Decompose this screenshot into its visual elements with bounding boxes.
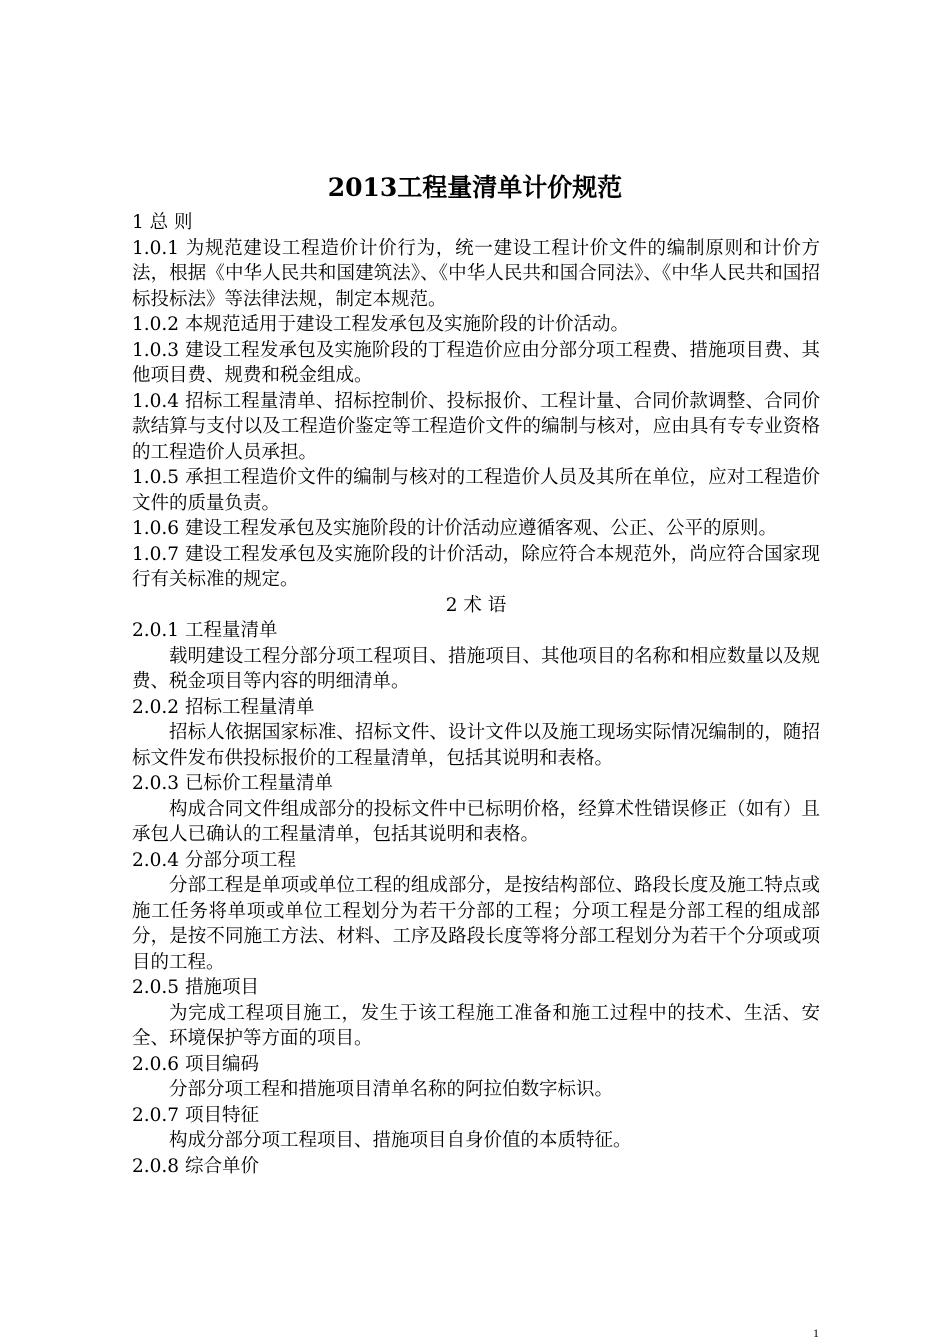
term-heading: 2.0.6 项目编码 <box>132 1053 259 1075</box>
term-heading: 2.0.4 分部分项工程 <box>132 849 296 871</box>
term-heading: 2.0.3 已标价工程量清单 <box>132 773 333 794</box>
clause: 1.0.2 本规范适用于建设工程发承包及实施阶段的计价活动。 <box>132 314 629 335</box>
term-heading: 2.0.2 招标工程量清单 <box>132 696 315 718</box>
document-body <box>132 210 820 1179</box>
term-heading: 2.0.8 综合单价 <box>132 1155 259 1177</box>
term-definition: 招标人依据国家标准、招标文件、设计文件以及施工现场实际情况编制的，随招标文件发布供投标报价的工程量清单，包括其说明和表格。 <box>132 722 820 769</box>
clause: 1.0.7 建设工程发承包及实施阶段的计价活动，除应符合本规范外，尚应符合国家现行有关标准的规定。 <box>132 543 820 590</box>
term-definition: 分部工程是单项或单位工程的组成部分，是按结构部位、路段长度及施工特点或施工任务将单项或单位工程划分为若干分部的工程；分项工程是分部工程的组成部分，是按不同施工方法、材料、工序及路段长度等将分部工程划分为若干个分项或项目的工程。 <box>132 875 820 973</box>
clause: 1.0.1 为规范建设工程造价计价行为，统一建设工程计价文件的编制原则和计价方法，根据《中华人民共和国建筑法》、《中华人民共和国合同法》、《中华人民共和国招标投标法》等法律法规，制定本规范。 <box>132 237 820 310</box>
term-heading: 2.0.5 措施项目 <box>132 977 259 998</box>
term-definition: 载明建设工程分部分项工程项目、措施项目、其他项目的名称和相应数量以及规费、税金项目等内容的明细清单。 <box>132 645 820 692</box>
document-title: 2013工程量清单计价规范 <box>327 173 623 202</box>
clause: 1.0.6 建设工程发承包及实施阶段的计价活动应遵循客观、公正、公平的原则。 <box>132 518 777 539</box>
chapter-heading: 1 总 则 <box>132 212 193 233</box>
clause: 1.0.5 承担工程造价文件的编制与核对的工程造价人员及其所在单位，应对工程造价文件的质量负责。 <box>132 467 820 514</box>
term-definition: 为完成工程项目施工，发生于该工程施工准备和施工过程中的技术、生活、安全、环境保护等方面的项目。 <box>132 1002 820 1049</box>
term-definition: 构成合同文件组成部分的投标文件中已标明价格，经算术性错误修正（如有）且承包人已确认的工程量清单，包括其说明和表格。 <box>132 798 820 845</box>
term-heading: 2.0.1 工程量清单 <box>132 620 278 641</box>
term-definition: 构成分部分项工程项目、措施项目自身价值的本质特征。 <box>169 1130 632 1151</box>
term-definition: 分部分项工程和措施项目清单名称的阿拉伯数字标识。 <box>169 1079 614 1100</box>
page-number: 1 <box>813 1326 819 1340</box>
clause: 1.0.4 招标工程量清单、招标控制价、投标报价、工程计量、合同价款调整、合同价款结算与支付以及工程造价鉴定等工程造价文件的编制与核对，应由具有专专业资格的工程造价人员承担。 <box>132 390 820 463</box>
term-heading: 2.0.7 项目特征 <box>132 1104 259 1126</box>
clause: 1.0.3 建设工程发承包及实施阶段的丁程造价应由分部分项工程费、措施项目费、其他项目费、规费和税金组成。 <box>132 339 820 386</box>
chapter-heading: 2 术 语 <box>445 594 507 616</box>
